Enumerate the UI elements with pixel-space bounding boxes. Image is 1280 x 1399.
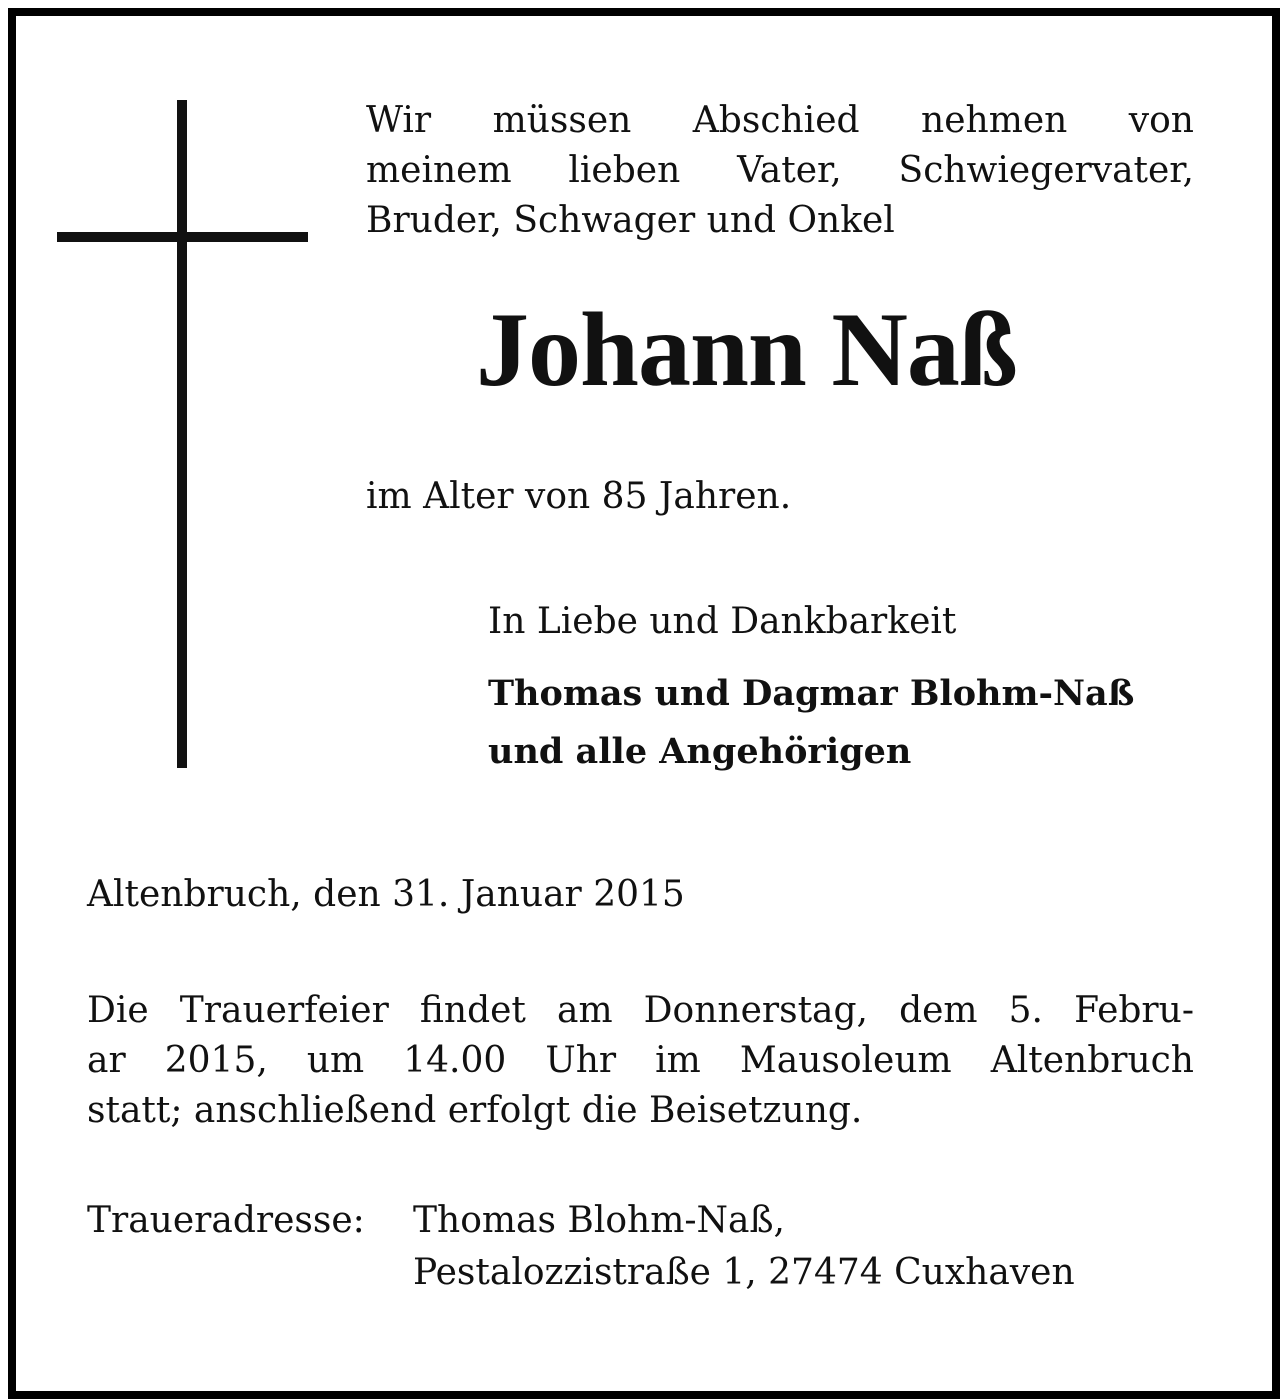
deceased-name: Johann Naß [476, 291, 1017, 408]
intro-line-1: Wir müssen Abschied nehmen von [366, 100, 1194, 141]
address-label: Traueradresse: [87, 1200, 365, 1241]
funeral-line-1: Die Trauerfeier findet am Donnerstag, dem 5. Febru- [87, 990, 1194, 1031]
funeral-line-3: statt; anschließend erfolgt die Beisetzung. [87, 1090, 863, 1131]
mourners-line-2: und alle Angehörigen [488, 731, 912, 772]
address-line-2: Pestalozzistraße 1, 27474 Cuxhaven [413, 1252, 1075, 1293]
place-date: Altenbruch, den 31. Januar 2015 [87, 874, 685, 915]
gratitude-line: In Liebe und Dankbarkeit [488, 601, 957, 642]
age-line: im Alter von 85 Jahren. [366, 476, 792, 517]
cross-icon-crossbar [57, 232, 308, 242]
cross-icon [177, 100, 187, 768]
intro-line-2: meinem lieben Vater, Schwiegervater, [366, 150, 1194, 191]
funeral-line-2: ar 2015, um 14.00 Uhr im Mausoleum Altenbruch [87, 1040, 1194, 1081]
address-line-1: Thomas Blohm-Naß, [413, 1200, 785, 1241]
mourners-line-1: Thomas und Dagmar Blohm-Naß [488, 673, 1135, 714]
intro-line-3: Bruder, Schwager und Onkel [366, 200, 895, 241]
